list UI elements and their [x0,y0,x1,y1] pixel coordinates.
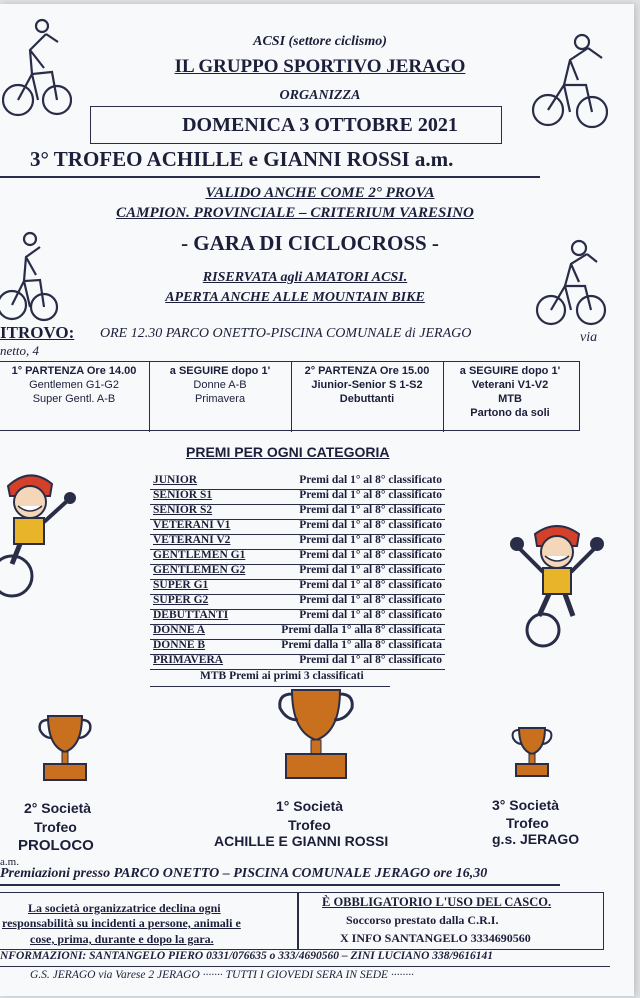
second-rank: 2° Società [24,800,92,816]
organizza-label: ORGANIZZA [279,88,361,103]
trofeo-title: 3° TROFEO ACHILLE e GIANNI ROSSI a.m. [30,147,454,171]
premi-prize: Premi dal 1° al 8° classificato [299,519,442,531]
premi-category: VETERANI V2 [153,534,231,546]
premi-row [150,579,445,595]
premi-prize: Premi dal 1° al 8° classificato [299,534,442,546]
disclaimer-line1: La società organizzatrice declina ogni [28,901,221,915]
event-date: DOMENICA 3 OTTOBRE 2021 [182,114,458,136]
premi-row [150,489,445,505]
gara-title: - GARA DI CICLOCROSS - [181,231,439,255]
schedule-cell-3: 2° PARTENZA Ore 15.00 Jiunior-Senior S 1-S2 Debuttanti [291,362,444,432]
schedule-cell-2: a SEGUIRE dopo 1' Donne A-B Primavera [149,362,292,432]
first-name: ACHILLE E GIANNI ROSSI [214,833,389,849]
premi-prize: Premi dal 1° al 8° classificato [299,579,442,591]
premi-prize: Premi dal 1° al 8° classificato [299,549,442,561]
premi-category: DONNE A [153,624,206,636]
schedule-cell-1: 1° PARTENZA Ore 14.00 Gentlemen G1-G2 Super Gentl. A-B [0,362,150,432]
trophy-icon-second [36,712,94,784]
premi-category: DEBUTTANTI [153,609,229,621]
second-trofeo: Trofeo [34,819,77,835]
second-name: PROLOCO [18,837,94,854]
soccorso-notice: Soccorso prestato dalla C.R.I. [346,913,499,927]
aperta-text: APERTA ANCHE ALLE MOUNTAIN BIKE [165,290,425,305]
third-trofeo: Trofeo [506,815,549,831]
casco-notice: È OBBLIGATORIO L'USO DEL CASCO. [322,895,552,909]
third-name: g.s. JERAGO [492,831,580,847]
premi-prize: Premi dalla 1° alla 8° classificata [281,639,442,651]
third-rank: 3° Società [492,797,560,813]
sede-line: G.S. JERAGO via Varese 2 JERAGO ······· TUTTI I GIOVEDI SERA IN SEDE ········ [30,969,414,981]
premi-prize: Premi dal 1° al 8° classificato [299,609,442,621]
premi-row [150,474,445,490]
disclaimer-line3: cose, prima, durante e dopo la gara. [30,932,214,946]
mtb-prize: MTB Premi ai primi 3 classificati [200,670,364,682]
riservata-text: RISERVATA agli AMATORI ACSI. [202,270,408,285]
am-note: a.m. [0,856,19,868]
trophy-icon-first [276,684,356,784]
trophy-icon-third [510,724,554,780]
premi-row [150,609,445,625]
ritrovo-label: ITROVO: [0,323,75,342]
premi-row [150,564,445,580]
premi-row [150,549,445,565]
ritrovo-text: ORE 12.30 PARCO ONETTO-PISCINA COMUNALE di JERAGO [100,326,472,341]
premi-category: VETERANI V1 [153,519,231,531]
premi-prize: Premi dal 1° al 8° classificato [299,564,442,576]
cartoon-cyclist-right [505,520,610,650]
premi-category: SUPER G1 [153,579,209,591]
acsi-subtitle: ACSI (settore ciclismo) [253,34,387,49]
premiazioni-text: Premiazioni presso PARCO ONETTO – PISCINA COMUNALE JERAGO ore 16,30 [0,866,488,881]
valido-text: VALIDO ANCHE COME 2° PROVA [205,185,435,201]
premi-category: SUPER G2 [153,594,209,606]
premi-prize: Premi dal 1° al 8° classificato [299,489,442,501]
premi-prize: Premi dal 1° al 8° classificato [299,474,442,486]
info-underline [0,966,610,967]
premi-title: PREMI PER OGNI CATEGORIA [186,444,390,460]
gruppo-title: IL GRUPPO SPORTIVO JERAGO [174,56,466,77]
premi-category: DONNE B [153,639,206,651]
premi-category: JUNIOR [153,474,198,486]
first-trofeo: Trofeo [288,817,331,833]
informazioni-line: NFORMAZIONI: SANTANGELO PIERO 0331/076635 o 333/4690560 – ZINI LUCIANO 338/9616141 [0,950,493,962]
ritrovo-via: via [580,330,598,345]
premi-row [150,594,445,610]
trofeo-underline [0,176,540,178]
premi-row [150,504,445,520]
premi-row [150,534,445,550]
premiazioni-underline [0,884,560,886]
premi-category: SENIOR S2 [153,504,213,516]
campion-text: CAMPION. PROVINCIALE – CRITERIUM VARESINO [116,205,474,221]
disclaimer-line2: responsabilità su incidenti a persone, animali e [2,916,241,930]
premi-category: GENTLEMEN G2 [153,564,246,576]
premi-category: PRIMAVERA [153,654,224,666]
premi-row [150,639,445,655]
premi-prize: Premi dal 1° al 8° classificato [299,594,442,606]
premi-prize: Premi dal 1° al 8° classificato [299,504,442,516]
premi-prize: Premi dalla 1° alla 8° classificata [281,624,442,636]
schedule-cell-4: a SEGUIRE dopo 1' Veterani V1-V2 MTB Partono da soli [459,365,561,419]
premi-category: SENIOR S1 [153,489,213,501]
premi-row [150,519,445,535]
premi-row [150,624,445,640]
premi-category: GENTLEMEN G1 [153,549,246,561]
ritrovo-address: netto, 4 [0,343,39,358]
first-rank: 1° Società [276,798,344,814]
premi-row [150,654,445,670]
cartoon-cyclist-left [0,464,85,604]
info-santangelo: X INFO SANTANGELO 3334690560 [340,931,531,945]
schedule-table [0,361,580,431]
premi-prize: Premi dal 1° al 8° classificato [299,654,442,666]
